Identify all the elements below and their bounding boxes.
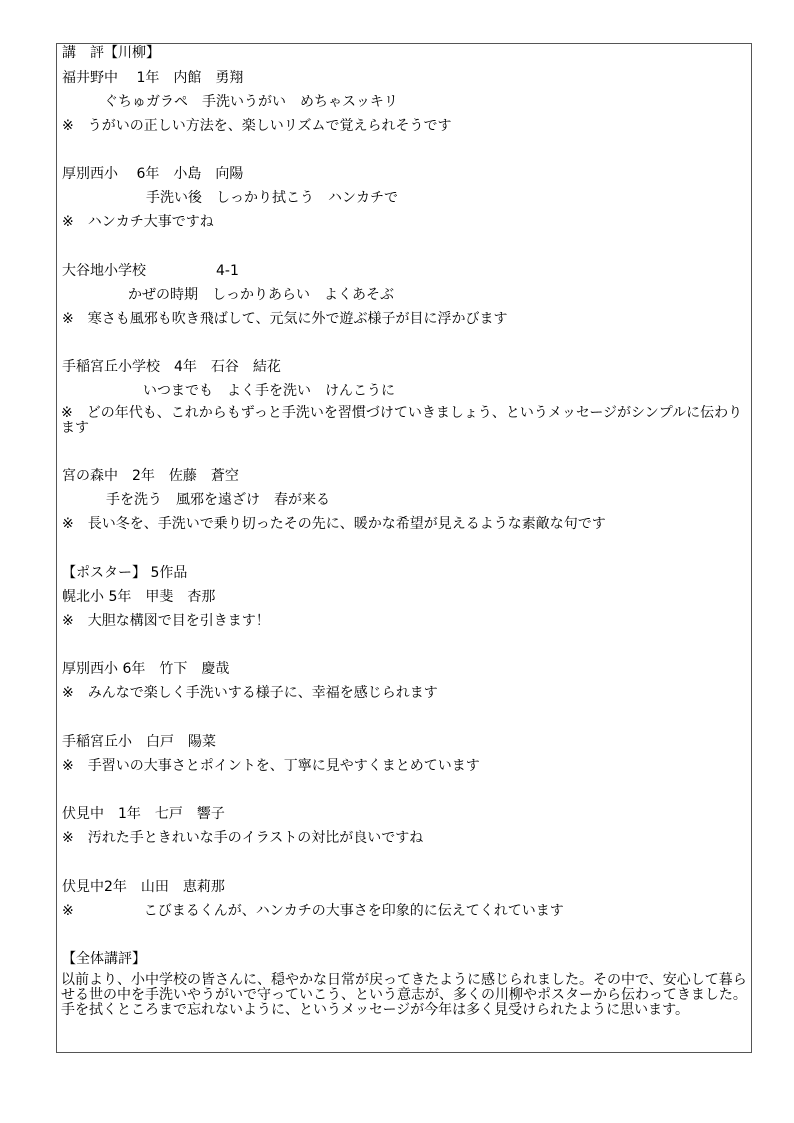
senryu-poem: いつまでも よく手を洗い けんこうに	[143, 383, 395, 399]
poster-comment: ※ 手習いの大事さとポイントを、丁寧に見やすくまとめています	[62, 758, 480, 774]
poster-comment: ※ みんなで楽しく手洗いする様子に、幸福を感じられます	[62, 685, 438, 701]
senryu-author: 厚別西小 6年 小島 向陽	[62, 166, 244, 182]
poster-comment: ※ こびまるくんが、ハンカチの大事さを印象的に伝えてくれています	[62, 903, 564, 919]
senryu-comment: ※ 寒さも風邪も吹き飛ばして、元気に外で遊ぶ様子が目に浮かびます	[62, 311, 508, 327]
senryu-comment: ※ ハンカチ大事ですね	[62, 214, 214, 230]
senryu-author: 手稲宮丘小学校 4年 石谷 結花	[62, 359, 281, 375]
poster-author: 幌北小 5年 甲斐 杏那	[62, 589, 216, 605]
poster-author: 伏見中 1年 七戸 響子	[62, 806, 225, 822]
senryu-poem: かぜの時期 しっかりあらい よくあそぶ	[128, 287, 394, 303]
senryu-poem: ぐちゅガラペ 手洗いうがい めちゃスッキリ	[104, 94, 398, 110]
section-heading-poster: 【ポスター】 5作品	[62, 565, 188, 581]
poster-author: 手稲宮丘小 白戸 陽菜	[62, 734, 216, 750]
poster-comment: ※ 汚れた手ときれいな手のイラストの対比が良いですね	[62, 830, 424, 846]
overall-review-text: 以前より、小中学校の皆さんに、穏やかな日常が戻ってきたように感じられました。その中で、安心して暮らせる世の中を手洗いやうがいで守っていこう、という意志が、多くの川柳やポスターから伝わってきました。手を拭くところまで忘れないように、というメッセージが今年は多く見受けられたように思います。	[61, 972, 747, 1018]
senryu-author: 福井野中 1年 内館 勇翔	[62, 70, 244, 86]
senryu-author: 大谷地小学校 4-1	[62, 263, 239, 279]
senryu-comment: ※ うがいの正しい方法を、楽しいリズムで覚えられそうです	[62, 118, 452, 134]
senryu-comment: ※ 長い冬を、手洗いで乗り切ったその先に、暖かな希望が見えるような素敵な句です	[62, 516, 606, 532]
section-heading-senryu: 講 評【川柳】	[62, 45, 160, 61]
senryu-poem: 手を洗う 風邪を遠ざけ 春が来る	[106, 492, 330, 508]
poster-author: 厚別西小 6年 竹下 慶哉	[62, 661, 230, 677]
section-heading-overall: 【全体講評】	[62, 951, 146, 967]
senryu-poem: 手洗い後 しっかり拭こう ハンカチで	[146, 190, 398, 206]
senryu-author: 宮の森中 2年 佐藤 蒼空	[62, 468, 239, 484]
poster-comment: ※ 大胆な構図で目を引きます！	[62, 613, 270, 629]
poster-author: 伏見中2年 山田 恵莉那	[62, 879, 225, 895]
senryu-comment: ※ どの年代も、これからもずっと手洗いを習慣づけていきましょう、というメッセージがシンプルに伝わります	[61, 405, 743, 436]
